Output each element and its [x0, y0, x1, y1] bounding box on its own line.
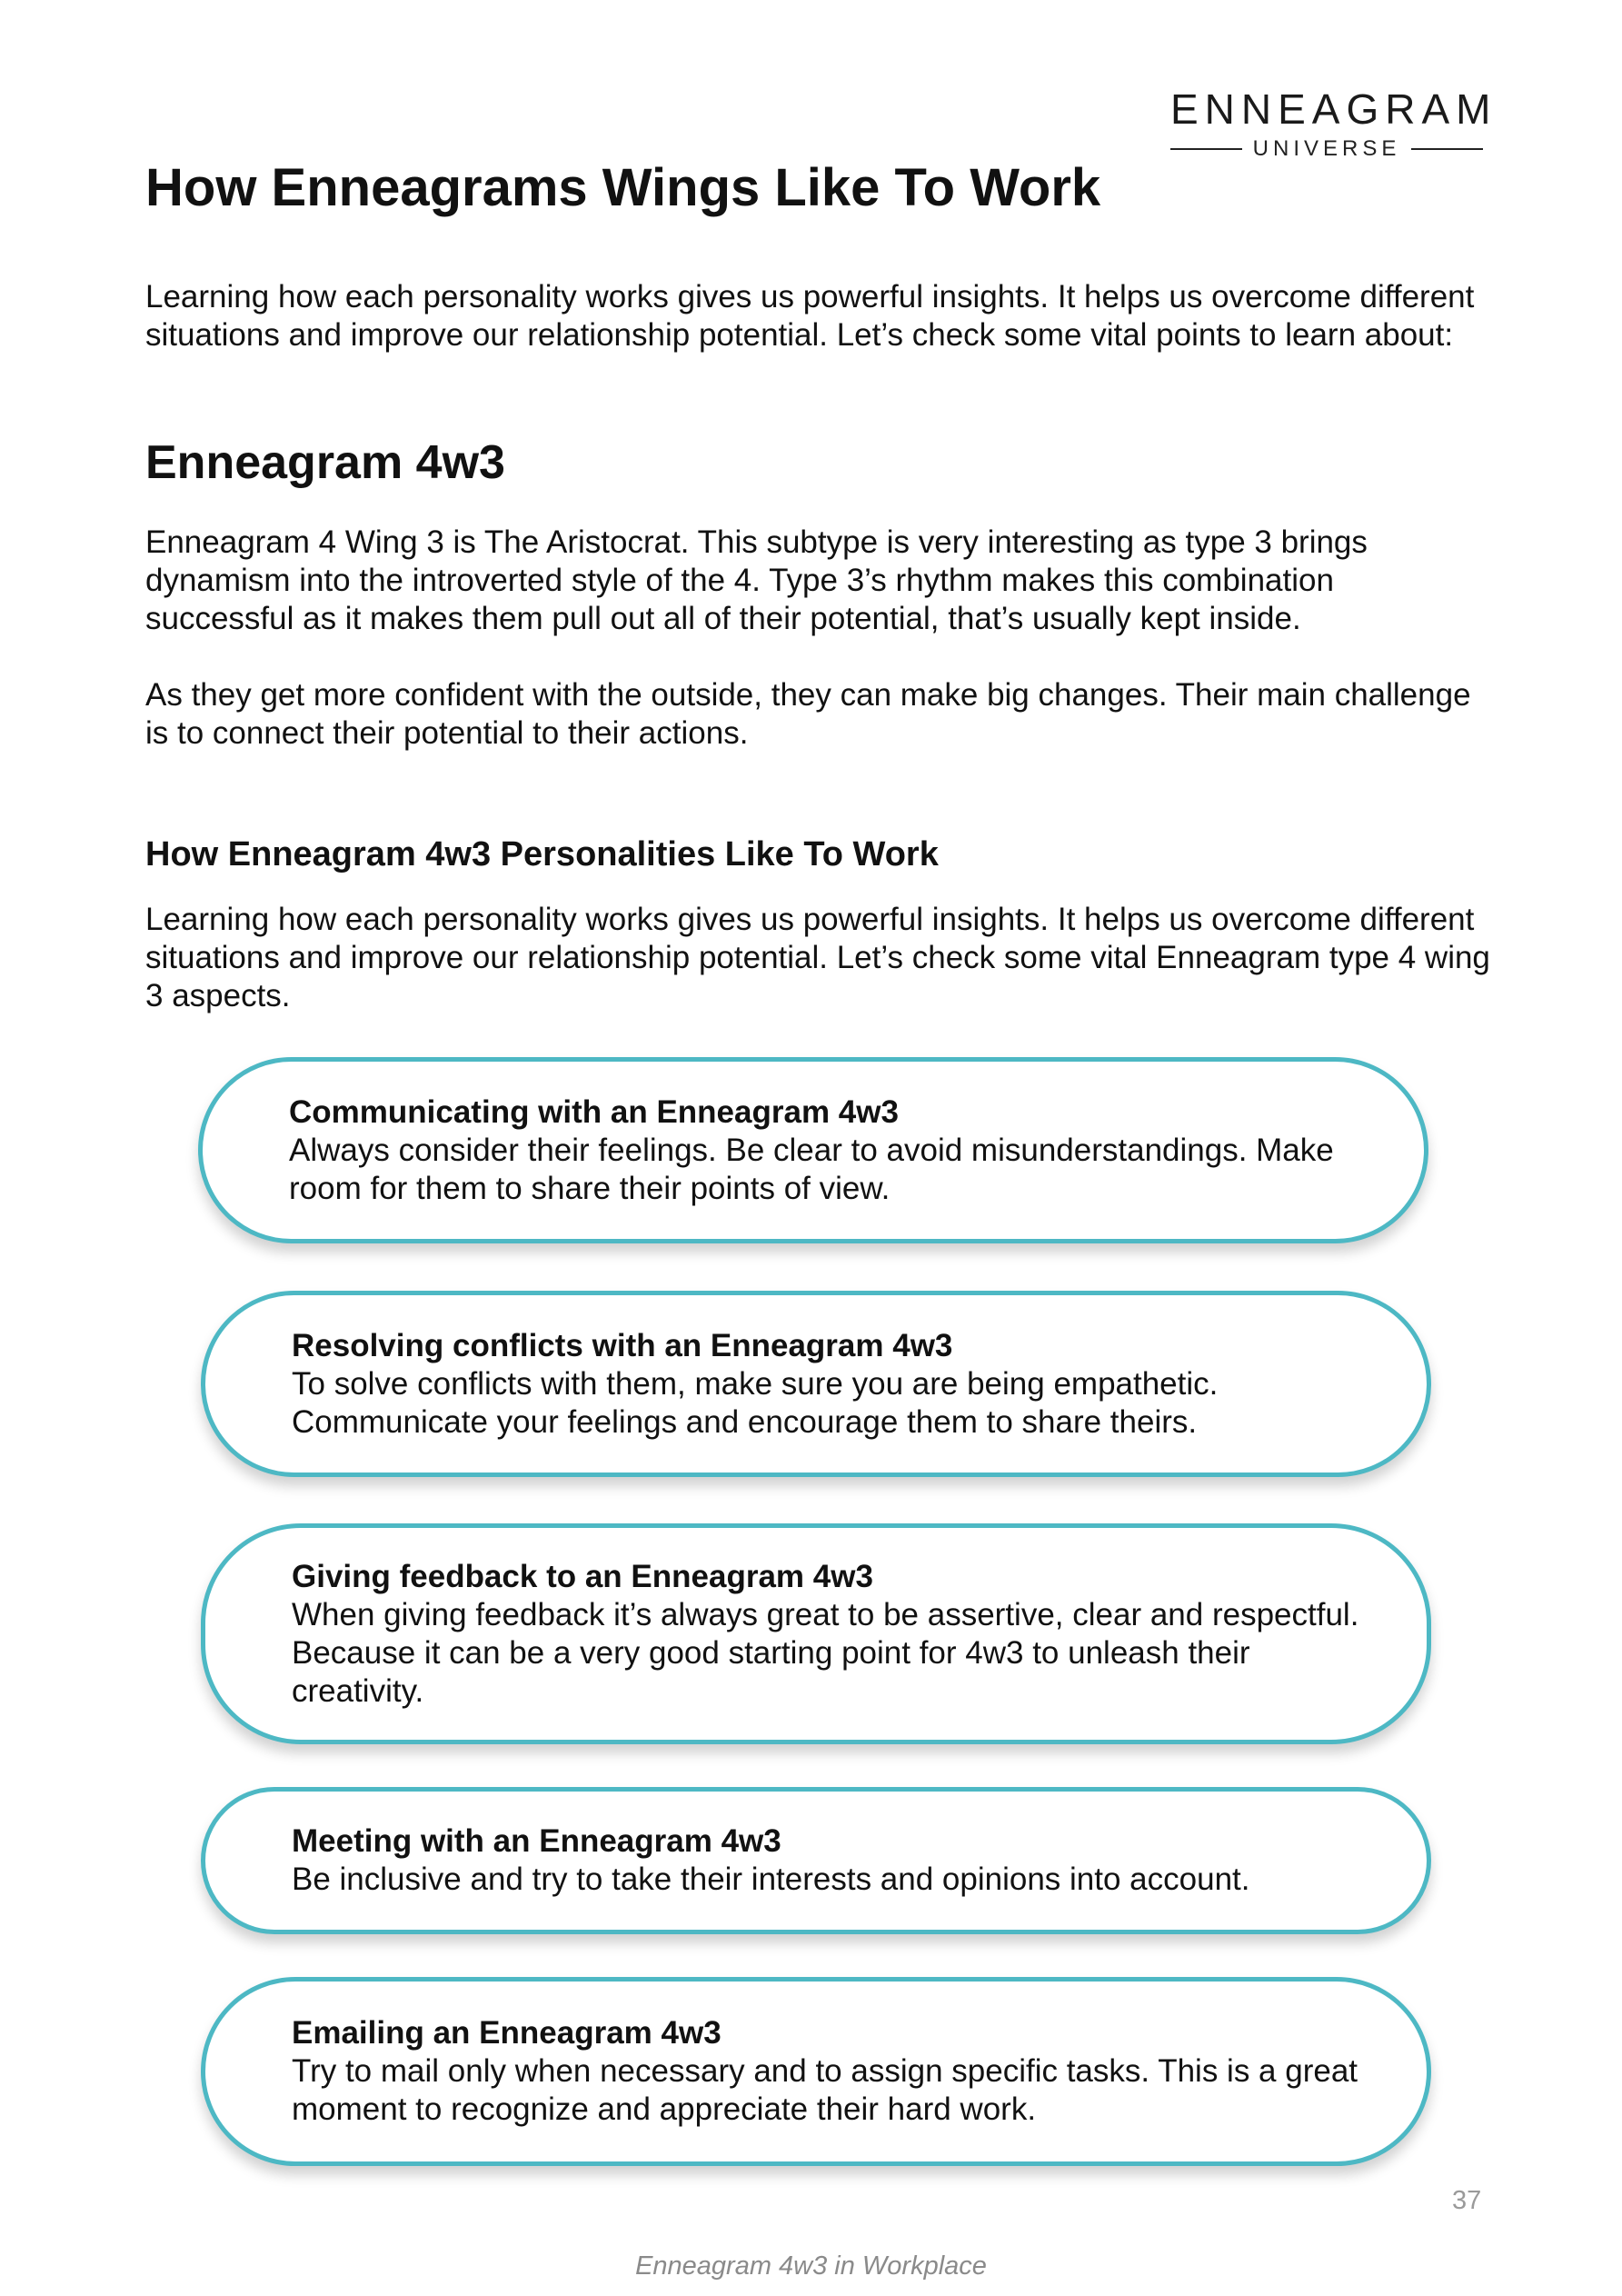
tip-card-title: Meeting with an Enneagram 4w3	[292, 1823, 781, 1859]
tip-card-text: Always consider their feelings. Be clear to avoid misunderstandings. Make room for them to share their points of view.	[289, 1132, 1334, 1206]
tip-card-meeting	[201, 1787, 1431, 1934]
subsection-title: How Enneagram 4w3 Personalities Like To Work	[145, 835, 939, 873]
logo-wordmark: ENNEAGRAM	[1170, 85, 1498, 133]
logo-rule-right	[1411, 148, 1483, 150]
page-number: 37	[1452, 2186, 1482, 2215]
tip-card-feedback	[201, 1523, 1431, 1744]
page-footer: Enneagram 4w3 in Workplace	[635, 2251, 987, 2281]
tip-card-title: Giving feedback to an Enneagram 4w3	[292, 1558, 873, 1594]
page-title: How Enneagrams Wings Like To Work	[145, 158, 1101, 217]
tip-card-text: To solve conflicts with them, make sure you are being empathetic. Communicate your feelings and encourage them to share theirs.	[292, 1365, 1219, 1440]
tip-card-title: Resolving conflicts with an Enneagram 4w3	[292, 1327, 953, 1363]
logo-subline	[1170, 136, 1483, 162]
brand-logo	[1170, 85, 1498, 162]
tip-card-resolving-conflicts	[201, 1291, 1431, 1477]
section-paragraph-2: As they get more confident with the outside, they can make big changes. Their main challenge is to connect their potential to their actions.	[145, 677, 1471, 751]
tip-card-text: Be inclusive and try to take their interests and opinions into account.	[292, 1862, 1250, 1897]
intro-paragraph: Learning how each personality works gives us powerful insights. It helps us overcome different situations and improve our relationship potential. Let’s check some vital points to learn about:	[145, 279, 1475, 353]
section-title: Enneagram 4w3	[145, 436, 505, 489]
tip-card-text: When giving feedback it’s always great to be assertive, clear and respectful. Because it can be a very good starting point for 4w3 to unleash their creativity.	[292, 1596, 1359, 1709]
tip-card-text: Try to mail only when necessary and to assign specific tasks. This is a great moment to recognize and appreciate their hard work.	[292, 2053, 1358, 2127]
section-paragraph-1: Enneagram 4 Wing 3 is The Aristocrat. This subtype is very interesting as type 3 brings dynamism into the introverted style of the 4. Type 3’s rhythm makes this combination successful as it makes them pull out all of their potential, that’s usually kept inside.	[145, 524, 1368, 636]
tip-card-title: Emailing an Enneagram 4w3	[292, 2015, 721, 2051]
logo-subtitle: UNIVERSE	[1252, 136, 1401, 161]
tip-card-emailing	[201, 1977, 1431, 2166]
subsection-paragraph: Learning how each personality works gives us powerful insights. It helps us overcome different situations and improve our relationship potential. Let’s check some vital Enneagram type 4 wing 3 aspects.	[145, 902, 1490, 1013]
tip-card-title: Communicating with an Enneagram 4w3	[289, 1093, 899, 1130]
logo-rule-left	[1170, 148, 1242, 150]
tip-card-communicating	[198, 1057, 1428, 1243]
